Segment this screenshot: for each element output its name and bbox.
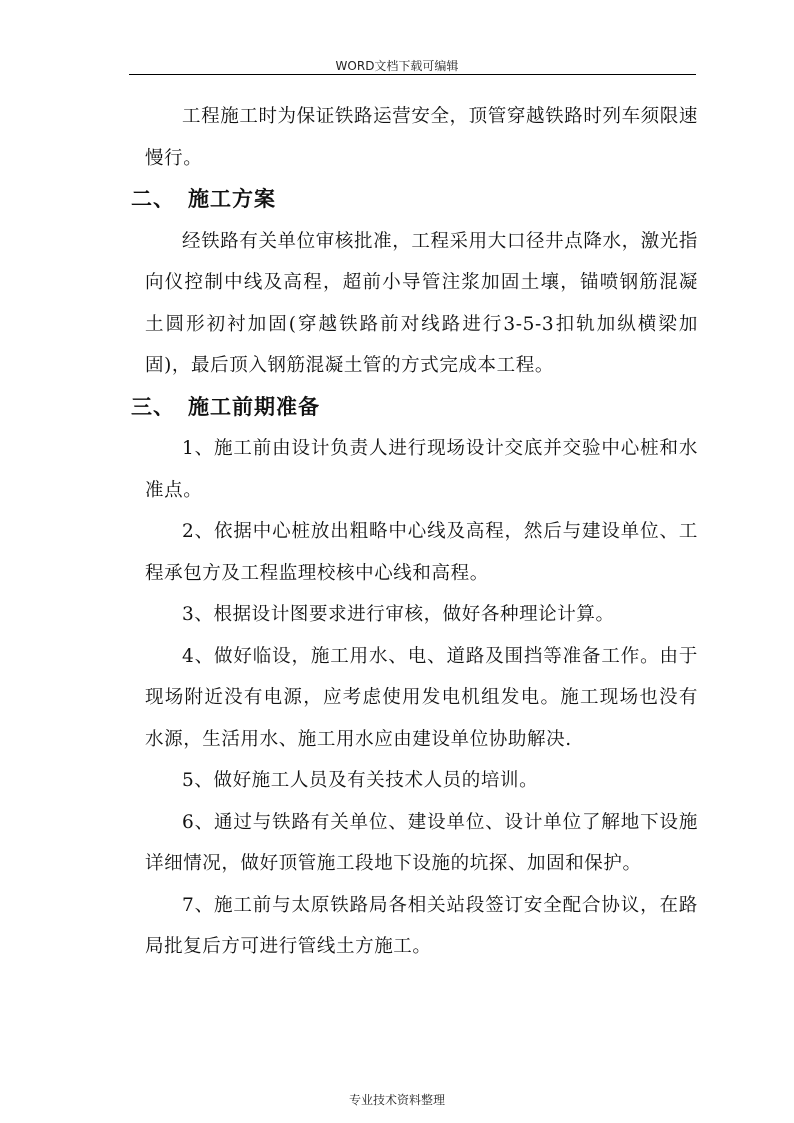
- preparation-item-7: 7、施工前与太原铁路局各相关站段签订安全配合协议，在路局批复后方可进行管线土方施工。: [145, 894, 698, 957]
- section-number: 二、: [131, 187, 175, 211]
- intro-paragraph: 工程施工时为保证铁路运营安全，顶管穿越铁路时列车须限速慢行。: [145, 106, 698, 169]
- section-heading-preparation: [131, 387, 698, 429]
- preparation-item-5: 5、做好施工人员及有关技术人员的培训。: [182, 770, 539, 791]
- preparation-item-2: 2、依据中心桩放出粗略中心线及高程，然后与建设单位、工程承包方及工程监理校核中心线和高程。: [145, 521, 698, 584]
- section-heading-construction-plan: [131, 179, 698, 221]
- preparation-item-3: 3、根据设计图要求进行审核，做好各种理论计算。: [182, 604, 615, 625]
- preparation-item-6: 6、通过与铁路有关单位、建设单位、设计单位了解地下设施详细情况，做好顶管施工段地下设施的坑探、加固和保护。: [145, 811, 698, 874]
- preparation-item-1: 1、施工前由设计负责人进行现场设计交底并交验中心桩和水准点。: [145, 438, 698, 501]
- construction-plan-paragraph: 经铁路有关单位审核批准，工程采用大口径井点降水，激光指向仪控制中线及高程，超前小导管注浆加固土壤，锚喷钢筋混凝土圆形初衬加固(穿越铁路前对线路进行3-5-3扣轨加纵横梁加固)，最后顶入钢筋混凝土管的方式完成本工程。: [145, 230, 698, 376]
- preparation-item-4: 4、做好临设，施工用水、电、道路及围挡等准备工作。由于现场附近没有电源，应考虑使用发电机组发电。施工现场也没有水源，生活用水、施工用水应由建设单位协助解决.: [145, 645, 698, 750]
- header-text: WORD文档下载可编辑: [335, 59, 459, 73]
- document-body: [131, 96, 698, 968]
- page-footer: 专业技术资料整理: [348, 1093, 445, 1107]
- section-title: 施工方案: [188, 187, 276, 211]
- header-divider: [129, 74, 696, 75]
- section-title: 施工前期准备: [188, 394, 320, 419]
- section-number: 三、: [131, 394, 175, 419]
